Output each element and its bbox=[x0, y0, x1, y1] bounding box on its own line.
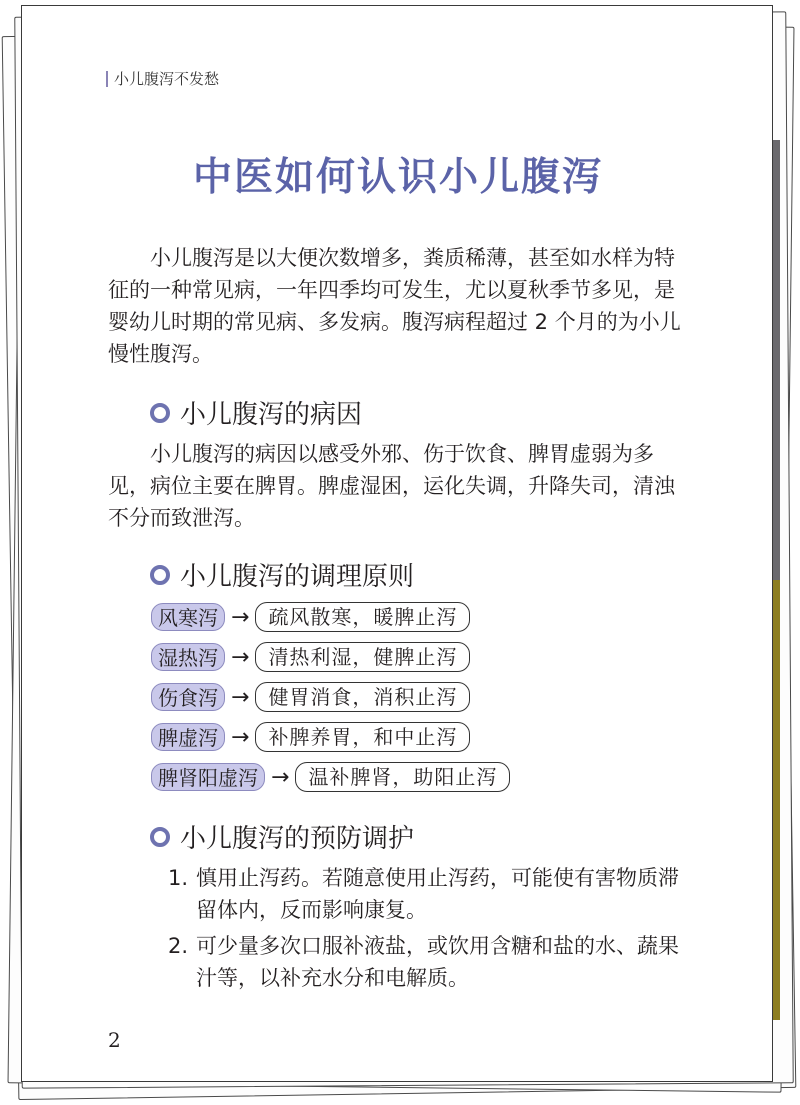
section-heading-principles bbox=[150, 556, 414, 593]
principle-row bbox=[151, 722, 470, 752]
section-heading-text: 小儿腹泻的病因 bbox=[180, 400, 363, 430]
arrow-icon: → bbox=[231, 684, 250, 710]
page-title: 中医如何认识小儿腹泻 bbox=[192, 155, 603, 200]
diarrhea-type-tag: 脾虚泻 bbox=[151, 723, 225, 751]
principle-row bbox=[151, 642, 470, 672]
treatment-box: 补脾养胃，和中止泻 bbox=[255, 722, 470, 752]
treatment-box: 温补脾肾，助阳止泻 bbox=[295, 762, 510, 792]
list-text: 慎用止泻药。若随意使用止泻药，可能使有害物质滞留体内，反而影响康复。 bbox=[196, 866, 679, 922]
treatment-box: 疏风散寒，暖脾止泻 bbox=[255, 602, 470, 632]
treatment-box: 清热利湿，健脾止泻 bbox=[255, 642, 470, 672]
list-number: 1. bbox=[168, 866, 189, 890]
treatment-box: 健胃消食，消积止泻 bbox=[255, 682, 470, 712]
principle-row bbox=[151, 602, 470, 632]
diarrhea-type-tag: 风寒泻 bbox=[151, 603, 225, 631]
arrow-icon: → bbox=[271, 764, 290, 790]
bullet-ring-icon bbox=[150, 403, 170, 423]
bullet-ring-icon bbox=[150, 565, 170, 585]
list-text: 可少量多次口服补液盐，或饮用含糖和盐的水、蔬果汁等，以补充水分和电解质。 bbox=[196, 934, 679, 990]
arrow-icon: → bbox=[231, 604, 250, 630]
section-heading-causes bbox=[150, 394, 362, 431]
running-head bbox=[106, 68, 219, 89]
principle-row bbox=[151, 682, 470, 712]
causes-paragraph: 小儿腹泻的病因以感受外邪、伤于饮食、脾胃虚弱为多见，病位主要在脾胃。脾虚湿困，运化失调，升降失司，清浊不分而致泄泻。 bbox=[108, 442, 675, 530]
bullet-ring-icon bbox=[150, 827, 170, 847]
intro-paragraph: 小儿腹泻是以大便次数增多，粪质稀薄，甚至如水样为特征的一种常见病，一年四季均可发生，尤以夏秋季节多见，是婴幼儿时期的常见病、多发病。腹泻病程超过 2 个月的为小儿慢性腹泻。 bbox=[108, 246, 681, 366]
principle-row bbox=[151, 762, 510, 792]
list-number: 2. bbox=[168, 934, 189, 958]
arrow-icon: → bbox=[231, 724, 250, 750]
list-item bbox=[168, 930, 688, 994]
diarrhea-type-tag: 伤食泻 bbox=[151, 683, 225, 711]
running-head-bar bbox=[106, 71, 108, 87]
list-item bbox=[168, 862, 688, 926]
arrow-icon: → bbox=[231, 644, 250, 670]
section-heading-prevention bbox=[150, 818, 414, 855]
section-heading-text: 小儿腹泻的调理原则 bbox=[180, 562, 415, 592]
page-number: 2 bbox=[108, 1028, 121, 1052]
section-heading-text: 小儿腹泻的预防调护 bbox=[180, 824, 415, 854]
diarrhea-type-tag: 湿热泻 bbox=[151, 643, 225, 671]
running-head-text: 小儿腹泻不发愁 bbox=[114, 70, 220, 88]
diarrhea-type-tag: 脾肾阳虚泻 bbox=[151, 763, 265, 791]
book-page bbox=[21, 5, 773, 1082]
